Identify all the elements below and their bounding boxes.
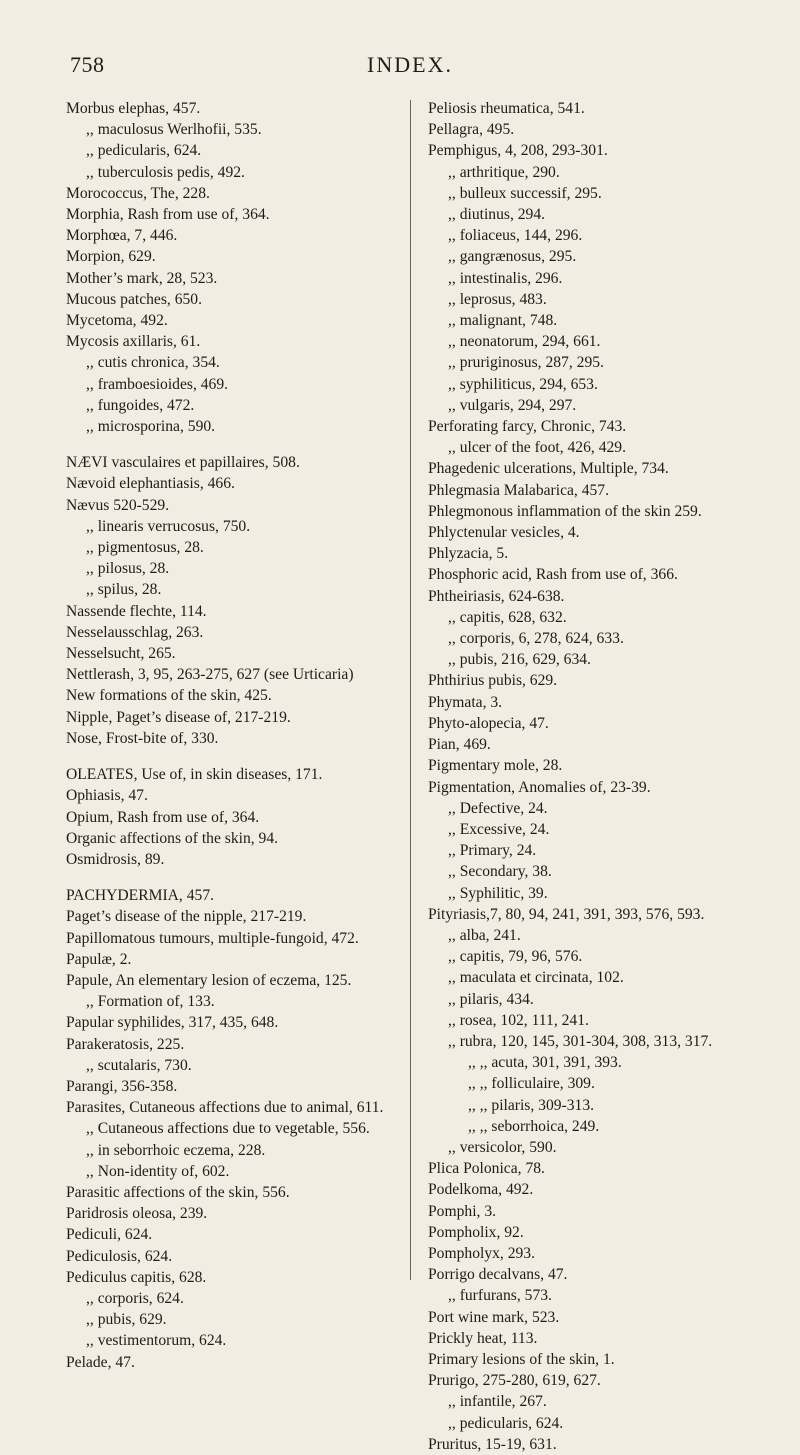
index-entry: Pelade, 47.: [66, 1353, 135, 1371]
index-entry: Nassende flechte, 114.: [66, 602, 207, 620]
index-entry: Phtheiriasis, 624-638.: [428, 587, 565, 605]
index-subentry: ,, vestimentorum, 624.: [86, 1332, 227, 1350]
index-subentry: ,, spilus, 28.: [86, 581, 162, 599]
index-subentry: ,, linearis verrucosus, 750.: [86, 517, 251, 535]
index-entry: Pomphi, 3.: [428, 1202, 497, 1220]
index-subentry: ,, fungoides, 472.: [86, 396, 195, 414]
index-entry: Morphœa, 7, 446.: [66, 227, 178, 245]
index-subentry: ,, ,, folliculaire, 309.: [468, 1075, 595, 1093]
index-entry: Pompholix, 92.: [428, 1223, 524, 1241]
index-entry: Morbus elephas, 457.: [66, 100, 201, 117]
index-entry: Mycetoma, 492.: [66, 312, 168, 330]
index-entry: Pigmentation, Anomalies of, 23-39.: [428, 778, 651, 796]
index-entry: Osmidrosis, 89.: [66, 850, 165, 868]
index-subentry: ,, pigmentosus, 28.: [86, 539, 204, 557]
index-subentry: ,, syphiliticus, 294, 653.: [448, 375, 598, 393]
index-subentry: ,, Formation of, 133.: [86, 993, 215, 1011]
index-entry: Phthirius pubis, 629.: [428, 672, 558, 690]
index-subentry: ,, rosea, 102, 111, 241.: [448, 1011, 589, 1029]
index-entry: Pruritus, 15-19, 631.: [428, 1435, 557, 1453]
index-entry: Phlegmonous inflammation of the skin 259.: [428, 502, 702, 520]
index-subentry: ,, pruriginosus, 287, 295.: [448, 354, 604, 372]
index-subentry: ,, maculosus Werlhofii, 535.: [86, 121, 262, 139]
page-number: 758: [70, 52, 105, 77]
index-entry: Phlyzacia, 5.: [428, 545, 509, 563]
index-subentry: ,, tuberculosis pedis, 492.: [86, 163, 245, 181]
index-subentry: ,, cutis chronica, 354.: [86, 354, 220, 372]
index-subentry: ,, pedicularis, 624.: [86, 142, 202, 160]
index-subentry: ,, corporis, 6, 278, 624, 633.: [448, 630, 624, 648]
index-entry: Plica Polonica, 78.: [428, 1160, 545, 1178]
index-entry: Parakeratosis, 225.: [66, 1035, 185, 1053]
index-subentry: ,, malignant, 748.: [448, 312, 558, 330]
index-entry: Prickly heat, 113.: [428, 1329, 538, 1347]
index-subentry: ,, pubis, 216, 629, 634.: [448, 651, 591, 669]
index-entry: Pellagra, 495.: [428, 121, 515, 139]
section-gap: [66, 870, 396, 885]
index-subentry: ,, Syphilitic, 39.: [448, 884, 548, 902]
index-subentry: ,, Excessive, 24.: [448, 820, 550, 838]
section-gap: [66, 437, 396, 452]
index-entry: Nettlerash, 3, 95, 263-275, 627 (see Urticaria): [66, 666, 354, 684]
section-gap: [66, 749, 396, 764]
index-entry: Morpion, 629.: [66, 248, 156, 266]
index-entry: Perforating farcy, Chronic, 743.: [428, 418, 627, 436]
index-entry: PACHYDERMIA, 457.: [66, 887, 215, 905]
index-entry: Pemphigus, 4, 208, 293-301.: [428, 142, 608, 160]
page-header: [70, 52, 750, 82]
index-entry: Opium, Rash from use of, 364.: [66, 808, 260, 826]
index-subentry: ,, framboesioides, 469.: [86, 375, 229, 393]
index-entry: OLEATES, Use of, in skin diseases, 171.: [66, 766, 323, 784]
index-entry: Papulæ, 2.: [66, 950, 132, 968]
index-entry: NÆVI vasculaires et papillaires, 508.: [66, 454, 300, 472]
index-subentry: ,, Defective, 24.: [448, 799, 548, 817]
index-subentry: ,, Cutaneous affections due to vegetable, 556.: [86, 1120, 370, 1138]
index-subentry: ,, arthritique, 290.: [448, 163, 560, 181]
index-subentry: ,, pilosus, 28.: [86, 560, 170, 578]
index-subentry: ,, pedicularis, 624.: [448, 1414, 564, 1432]
index-subentry: ,, corporis, 624.: [86, 1289, 184, 1307]
index-subentry: ,, pilaris, 434.: [448, 990, 534, 1008]
index-entry: Phyto-alopecia, 47.: [428, 714, 549, 732]
index-subentry: ,, ulcer of the foot, 426, 429.: [448, 439, 626, 457]
index-entry: Pediculosis, 624.: [66, 1247, 173, 1265]
index-subentry: ,, furfurans, 573.: [448, 1287, 552, 1305]
index-entry: Papular syphilides, 317, 435, 648.: [66, 1014, 279, 1032]
index-entry: Pompholyx, 293.: [428, 1244, 536, 1262]
column-divider: [410, 100, 411, 1280]
index-entry: Phosphoric acid, Rash from use of, 366.: [428, 566, 678, 584]
index-subentry: ,, versicolor, 590.: [448, 1138, 557, 1156]
index-entry: Pediculi, 624.: [66, 1226, 153, 1244]
index-subentry: ,, vulgaris, 294, 297.: [448, 396, 577, 414]
index-entry: Paridrosis oleosa, 239.: [66, 1205, 208, 1223]
index-entry: Mucous patches, 650.: [66, 290, 202, 308]
index-subentry: ,, scutalaris, 730.: [86, 1056, 192, 1074]
index-entry: Nipple, Paget’s disease of, 217-219.: [66, 708, 291, 726]
index-entry: Pediculus capitis, 628.: [66, 1268, 207, 1286]
index-entry: Morphia, Rash from use of, 364.: [66, 206, 270, 224]
index-subentry: ,, bulleux successif, 295.: [448, 184, 602, 202]
index-entry: Phymata, 3.: [428, 693, 503, 711]
index-subentry: ,, capitis, 628, 632.: [448, 608, 567, 626]
index-entry: Morococcus, The, 228.: [66, 184, 210, 202]
index-subentry: ,, pubis, 629.: [86, 1311, 167, 1329]
index-entry: Ophiasis, 47.: [66, 787, 148, 805]
index-entry: Nævoid elephantiasis, 466.: [66, 475, 235, 493]
index-entry: Phlegmasia Malabarica, 457.: [428, 481, 610, 499]
index-subentry: ,, microsporina, 590.: [86, 418, 216, 436]
index-entry: Mother’s mark, 28, 523.: [66, 269, 218, 287]
index-entry: Prurigo, 275-280, 619, 627.: [428, 1372, 601, 1390]
index-entry: Porrigo decalvans, 47.: [428, 1266, 568, 1284]
running-head: INDEX.: [367, 52, 453, 77]
index-entry: Mycosis axillaris, 61.: [66, 333, 201, 351]
index-entry: Nesselsucht, 265.: [66, 645, 176, 663]
index-entry: Peliosis rheumatica, 541.: [428, 100, 585, 117]
index-entry: Parangi, 356-358.: [66, 1077, 178, 1095]
index-subentry: ,, intestinalis, 296.: [448, 269, 563, 287]
index-entry: Pityriasis,7, 80, 94, 241, 391, 393, 576, 593.: [428, 905, 705, 923]
index-entry: Parasitic affections of the skin, 556.: [66, 1183, 290, 1201]
index-subentry: ,, foliaceus, 144, 296.: [448, 227, 583, 245]
index-subentry: ,, maculata et circinata, 102.: [448, 969, 624, 987]
index-subentry: ,, Non-identity of, 602.: [86, 1162, 230, 1180]
index-subentry: ,, Primary, 24.: [448, 842, 537, 860]
index-entry: Pian, 469.: [428, 736, 491, 754]
index-subentry: ,, gangrænosus, 295.: [448, 248, 577, 266]
index-subentry: ,, in seborrhoic eczema, 228.: [86, 1141, 266, 1159]
index-entry: Paget’s disease of the nipple, 217-219.: [66, 908, 307, 926]
index-subentry: ,, infantile, 267.: [448, 1393, 547, 1411]
index-entry: Organic affections of the skin, 94.: [66, 829, 279, 847]
index-entry: Phlyctenular vesicles, 4.: [428, 524, 580, 542]
index-subentry: ,, ,, pilaris, 309-313.: [468, 1096, 595, 1114]
index-subentry: ,, Secondary, 38.: [448, 863, 552, 881]
index-subentry: ,, diutinus, 294.: [448, 206, 546, 224]
index-entry: Papule, An elementary lesion of eczema, 125.: [66, 971, 352, 989]
index-entry: Nesselausschlag, 263.: [66, 623, 204, 641]
index-subentry: ,, alba, 241.: [448, 926, 521, 944]
index-entry: Podelkoma, 492.: [428, 1181, 534, 1199]
index-entry: Port wine mark, 523.: [428, 1308, 560, 1326]
index-subentry: ,, rubra, 120, 145, 301-304, 308, 313, 317.: [448, 1032, 713, 1050]
index-column-left: [66, 98, 396, 1373]
index-entry: Primary lesions of the skin, 1.: [428, 1350, 615, 1368]
index-entry: Phagedenic ulcerations, Multiple, 734.: [428, 460, 669, 478]
index-entry: Pigmentary mole, 28.: [428, 757, 563, 775]
index-subentry: ,, leprosus, 483.: [448, 290, 547, 308]
index-entry: New formations of the skin, 425.: [66, 687, 272, 705]
index-subentry: ,, ,, acuta, 301, 391, 393.: [468, 1054, 622, 1072]
index-entry: Nose, Frost-bite of, 330.: [66, 729, 219, 747]
index-entry: Parasites, Cutaneous affections due to animal, 611.: [66, 1099, 384, 1117]
index-subentry: ,, ,, seborrhoica, 249.: [468, 1117, 600, 1135]
index-subentry: ,, capitis, 79, 96, 576.: [448, 948, 583, 966]
index-column-right: [428, 98, 768, 1455]
index-entry: Papillomatous tumours, multiple-fungoid, 472.: [66, 929, 359, 947]
index-subentry: ,, neonatorum, 294, 661.: [448, 333, 601, 351]
index-entry: Nævus 520-529.: [66, 496, 170, 514]
